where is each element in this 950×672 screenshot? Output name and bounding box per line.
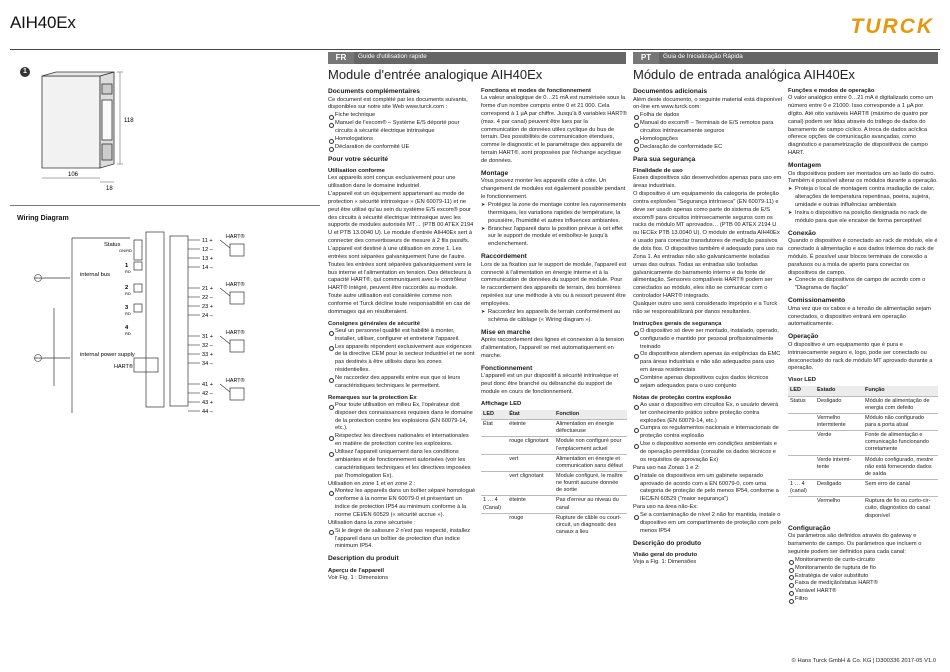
subsection-heading: Visão geral do produto: [633, 552, 698, 559]
field-device-box: [230, 340, 244, 352]
bullet-item: Si le degré de salissure 2 n'est pas respecté, installez l'appareil dans un boîtier de protection d'un indice minimum IP54.: [328, 528, 476, 552]
led-table-row: [481, 437, 627, 454]
figure-number: 1: [20, 67, 30, 77]
paragraph: O valor analógico entre 0…21 mA é digitalizado como um número entre 0 e 21000. Isso corresponde a 1 µA por dígito. Até oito variáveis HART® (máximo de quatro por canal) podem ser lidas através do tráfego de dados do barramento de campo cíclico. A troca de dados acíclica oferece opções de comunicação avançadas, como diagnóstico e parametrização de dispositivos de campo HART.: [788, 95, 934, 157]
section-heading: Descrição do produto: [633, 539, 702, 547]
section-heading: Pour votre sécurité: [328, 155, 389, 163]
bullet-item: Déclaration de conformité UE: [328, 144, 476, 152]
subsection-heading: Finalidade de uso: [633, 168, 683, 175]
led-table-cell: Module non configuré pour l'emplacement actuel: [554, 437, 627, 454]
led-table: [788, 386, 938, 520]
paragraph: Os parâmetros são definidos através do gateway e barramento de campo. Os parâmetros que incluem o seguinte podem ser definidos para cada canal:: [788, 533, 922, 555]
bullet-item: Se a contaminação de nível 2 não for mantida, instale o dispositivo em um compartimento de proteção com pelo menos IP54: [633, 512, 783, 536]
internal-power-label: internal power supply: [80, 352, 135, 358]
paragraph: Os dispositivos podem ser montados um ao lado do outro. Também é possível alterar os módulos durante a operação.: [788, 170, 938, 185]
section-heading: Montagem: [788, 162, 821, 170]
paragraph: Esses dispositivos são desenvolvidos apenas para uso em áreas industriais.: [633, 175, 782, 190]
subsection-heading: Fonctions et modes de fonctionnement: [481, 88, 591, 94]
led-table-cell: Vermelho intermitente: [815, 413, 863, 430]
led-table-header: LED: [788, 386, 815, 396]
paragraph: Veja a Fig. 1: Dimensões: [633, 559, 697, 566]
led-table-cell: Módulo não configurado para a porta atual: [863, 413, 938, 430]
terminal-label: 24 –: [202, 313, 213, 319]
bullet-item: Use o dispositivo somente em condições ambientais e de operação permitidas (consulte os dados técnicos e os requisitos de aprovação Ex): [633, 441, 783, 465]
section-heading: Operação: [788, 333, 819, 341]
module-dimension-drawing: [30, 70, 150, 195]
subsection-heading: Consignes générales de sécurité: [328, 320, 420, 327]
terminal-label: 14 –: [202, 265, 213, 271]
field-device-wire: [220, 336, 230, 344]
led-table-row: [481, 472, 627, 496]
channel-4-led: 4: [125, 325, 129, 331]
field-device-wire: [220, 288, 230, 296]
led-table-cell: rouge: [507, 513, 554, 537]
doc-title: AIH40Ex: [10, 13, 76, 32]
led-table-cell: 1 … 4 (canal): [788, 480, 815, 497]
bullet-item: Manuel de l'excom® – Système E/S déporté pour circuits à sécurité électrique intrinsèque: [328, 120, 476, 136]
led-table-cell: rouge clignotant: [507, 437, 554, 454]
bullet-item: Cumpra os regulamentos nacionais e internacionais de proteção contra explosão: [633, 425, 783, 441]
figure-divider: [10, 205, 320, 206]
bullet-item: Monitoramento de ruptura de fio: [788, 565, 938, 573]
led-table-row: [788, 413, 938, 430]
dim-width: 18: [106, 186, 113, 192]
section-heading: Montage: [481, 169, 509, 177]
bullet-item: Respectez les directives nationales et internationales en matière de protection contre les explosions.: [328, 433, 476, 449]
dim-depth: 106: [68, 172, 79, 178]
led-table-cell: État: [481, 420, 507, 437]
terminal-label: 11 +: [202, 238, 213, 244]
status-label: Status: [104, 242, 121, 248]
hart-field-device-label: HART®: [226, 234, 245, 240]
led-table-row: [481, 454, 627, 471]
paragraph: L'appareil est un équipement appartenant au mode de protection « sécurité intrinsèque » (EN 60079-11) et ne peut être utilisé qu'au sein du système E/S excom® pour des circuits à sécurité électrique intrinsèque avec les supports de modules autorisés MT… (PTB 00 ATEX 2194 U et PTB 13.0040 U). Le module d'entrée AIH40Ex sert à connecter des convertisseurs de mesure à 2 fils passifs. L'appareil est destiné à une utilisation en zone 1. Les entrées sont séparées galvaniquement l'une de l'autre. Toutes les entrées sont séparées galvaniquement vers le bus interne et l'alimentation en tension. Des détecteurs à capacité HART®, qui communiquent avec le contrôleur HART® intégré, peuvent être raccordés au module.: [328, 191, 474, 292]
channel-1-color: RD: [125, 269, 131, 274]
footer-copyright: © Hans Turck GmbH & Co. KG | D300336 2017-05 V1.0: [791, 658, 936, 664]
section-heading: Conexão: [788, 229, 816, 237]
led-table-cell: Verde intermitente: [815, 455, 863, 479]
terminal-label: 42 –: [202, 391, 213, 397]
led-table-cell: Módulo configurado, mestre não está fornecendo dados de saída: [863, 455, 938, 479]
led-table-row: [788, 431, 938, 455]
field-device-box: [230, 292, 244, 304]
paragraph: Ce document est complété par les documents suivants, disponibles sur notre site Web www.turck.com :: [328, 96, 468, 111]
channel-3-color: RD: [125, 311, 131, 316]
pt-column-2: [788, 84, 938, 604]
paragraph: Utilisation en zone 1 et en zone 2 :: [328, 480, 416, 487]
section-heading: Description du produit: [328, 555, 399, 563]
bullet-item: Homologations: [328, 136, 476, 144]
paragraph: Vous pouvez monter les appareils côte à côte. Un changement de modules est également possible pendant le fonctionnement.: [481, 178, 626, 201]
paragraph: Toute autre utilisation est considérée comme non conforme et Turck décline toute responsabilité en cas de dommages qui en résulteraient.: [328, 293, 471, 315]
bullet-item: O dispositivo só deve ser montado, instalado, operado, configurado e mantido por pessoal profissionalmente treinado: [633, 328, 783, 352]
led-table-cell: Sem erro de canal: [863, 480, 938, 497]
bullet-item: Montez les appareils dans un boîtier séparé homologué conforme à la norme EN 60079-0 et présentant un indice de protection IP54 au minimum conforme à la norme CEI/EN 60529 (« sécurité accrue »).: [328, 488, 476, 519]
led-table-cell: [481, 513, 507, 537]
bullet-item: Estratégia de valor substituto: [788, 573, 938, 581]
fr-subtitle: Guide d'utilisation rapide: [358, 53, 427, 60]
paragraph: Lors de sa fixation sur le support de module, l'appareil est connecté à l'alimentation en énergie interne et à la communication de données du support de module. Pour le raccordement des appareils de terrain, des bornières repérées sur une méthode à vis ou à ressort peuvent être employées.: [481, 261, 627, 308]
led-table-cell: Module configuré, le maître ne fournit aucune donnée de sortie: [554, 472, 627, 496]
terminal-label: 32 –: [202, 343, 213, 349]
channel-1-led: 1: [125, 263, 129, 269]
bullet-item: Declaração de conformidade EC: [633, 144, 783, 152]
fr-language-code: FR: [328, 52, 354, 64]
subsection-heading: Funções e modos de operação: [788, 88, 875, 94]
subsection-heading: Utilisation conforme: [328, 168, 385, 175]
led-table-cell: [788, 497, 815, 521]
led-table-row: [481, 513, 627, 537]
hart-field-device-label: HART®: [226, 378, 245, 384]
subsection-heading: Aperçu de l'appareil: [328, 567, 385, 574]
led-table-cell: [481, 454, 507, 471]
bullet-item: Os dispositivos atendem apenas às exigências da EMC para áreas industriais e não são adequados para uso em áreas residenciais: [633, 351, 783, 375]
paragraph: Les appareils sont conçus exclusivement pour une utilisation dans le domaine industriel.: [328, 175, 456, 190]
bullet-item: Utilisez l'appareil uniquement dans les conditions ambiantes et de fonctionnement autorisées (voir les caractéristiques techniques et les directives imposées par l'homologation Ex).: [328, 449, 476, 480]
instruction-step: ➤ Protégez la zone de montage contre les rayonnements thermiques, les variations rapides de température, la poussière, l'humidité et autres influences ambiantes.: [481, 202, 627, 226]
paragraph: Voir Fig. 1 : Dimensions: [328, 574, 389, 581]
subsection-heading: Affichage LED: [481, 400, 522, 407]
bullet-item: Homologações: [633, 136, 783, 144]
pt-subtitle: Guia de Inicialização Rápida: [663, 53, 743, 60]
field-device-box: [230, 388, 244, 400]
terminal-label: 44 –: [202, 409, 213, 415]
led-table-cell: Desligado: [815, 480, 863, 497]
led-table-cell: Ruptura de fio ou curto-circuito, diagnóstico do canal disponível: [863, 497, 938, 521]
paragraph: O dispositivo é um equipamento da categoria de proteção contra explosões "Segurança intrínseca" (EN 60079-11) e deve ser usado apenas como parte do sistema de E/S excom® para circuitos intrinsecamente seguros com os racks de módulo MT aprovados… (PTB 00 ATEX 2194 U ou IECEx PTB 13.0040 U). O módulo de entrada AIH40Ex é usado para conectar transdutores de medição passivos de dois fios. O dispositivo também é adequado para uso na Zona 1. As entradas não são galvanicamente isoladas umas das outras. Todas as entradas são isoladas galvanicamente do barramento interno e da fonte de alimentação. Sensores compatíveis HART® podem ser conectados ao módulo, eles irão se comunicar com o controlador HART® integrado.: [633, 191, 783, 300]
led-table-cell: Alimentation en énergie défectueuse: [554, 420, 627, 437]
led-table-cell: vert: [507, 454, 554, 471]
led-table-cell: Fonte de alimentação e comunicação funcionando corretamente: [863, 431, 938, 455]
led-table-cell: Módulo de alimentação de energia com defeito: [863, 396, 938, 413]
hart-controller-label: HART®: [114, 364, 133, 370]
channel-2-led: 2: [125, 285, 129, 291]
section-heading: Comissionamento: [788, 297, 846, 305]
terminal-label: 23 +: [202, 304, 214, 310]
bullet-item: Variável HART®: [788, 588, 938, 596]
dim-height: 118: [124, 118, 134, 124]
section-heading: Mise en marche: [481, 328, 531, 336]
section-heading: Para sua segurança: [633, 155, 696, 163]
led-table-cell: Vermelho: [815, 497, 863, 521]
led-table-cell: [788, 455, 815, 479]
led-table-cell: 1 … 4 (Canal): [481, 496, 507, 513]
led-table-cell: vert clignotant: [507, 472, 554, 496]
led-table-cell: [788, 413, 815, 430]
section-heading: Configuração: [788, 524, 831, 532]
paragraph: Après raccordement des lignes et connexion à la tension d'alimentation, l'appareil se met automatiquement en marche.: [481, 337, 624, 359]
terminal-label: 22 –: [202, 295, 213, 301]
led-table-row: [788, 396, 938, 413]
led-table-cell: Rupture de câble ou court-circuit, un diagnostic des canaux a lieu: [554, 513, 627, 537]
led-table-cell: éteinte: [507, 420, 554, 437]
led-table-header: Estado: [815, 386, 863, 396]
bullet-item: Fiche technique: [328, 112, 476, 120]
bullet-item: Manual do excom® – Terminais de E/S remotos para circuitos intrinsecamente seguros: [633, 120, 783, 136]
wiring-diagram-label: Wiring Diagram: [17, 215, 69, 222]
led-table-header: Função: [863, 386, 938, 396]
led-table-header: État: [507, 410, 554, 420]
pt-language-code: PT: [633, 52, 659, 64]
paragraph: Uma vez que os cabos e a tensão de alimentação sejam conectados, o dispositivo entrará em operação automaticamente.: [788, 305, 931, 328]
bullet-item: Pour toute utilisation en milieu Ex, l'opérateur doit disposer des connaissances requises dans le domaine de la protection contre les explosions (EN 60079-14, etc.).: [328, 402, 476, 433]
instruction-step: ➤ Branchez l'appareil dans la position prévue à cet effet sur le support de module et emboîtez-le jusqu'à enclenchement.: [481, 226, 627, 250]
fr-column-2: [481, 84, 627, 537]
terminal-label: 33 +: [202, 352, 214, 358]
bullet-item: Instale os dispositivos em um gabinete separado aprovado de acordo com a EN 60079-0, com uma categoria de proteção de pelo menos IP54, conforme a IEC/EN 60529 ("maior segurança"): [633, 473, 783, 504]
terminal-label: 13 +: [202, 256, 214, 262]
fr-title: Module d'entrée analogique AIH40Ex: [328, 67, 543, 82]
status-led-color: GN/RD: [119, 248, 132, 253]
section-heading: Documentos adicionais: [633, 88, 708, 95]
paragraph: Qualquer outro uso será considerado impróprio e a Turck não se responsabilizará por danos resultantes.: [633, 301, 778, 315]
hart-field-device-label: HART®: [226, 330, 245, 336]
bullet-item: Folha de dados: [633, 112, 783, 120]
field-device-wire: [220, 240, 230, 248]
paragraph: O dispositivo é um equipamento que é pura e intrinsecamente seguro e, logo, pode ser conectado ou desconectado do rack de módulo MT aprovado durante a operação.: [788, 341, 933, 372]
paragraph: Utilisation dans la zone sécurisée :: [328, 519, 416, 526]
terminal-label: 12 –: [202, 247, 213, 253]
led-table-cell: Desligado: [815, 396, 863, 413]
led-table-row: [481, 496, 627, 513]
led-table-row: [788, 480, 938, 497]
section-heading: Documents complémentaires: [328, 88, 420, 95]
instruction-step: ➤ Raccordez les appareils de terrain conformément au schéma de câblage (« Wiring diagram »).: [481, 309, 627, 325]
instruction-step: ➤ Proteja o local de montagem contra irradiação de calor, alterações de temperatura repentinas, poeira, sujeira, umidade e outras influências ambientais: [788, 186, 938, 210]
section-heading: Fonctionnement: [481, 364, 533, 372]
led-table-cell: Alimentation en énergie et communication sans défaut: [554, 454, 627, 471]
paragraph: Para uso nas Zonas 1 e 2:: [633, 464, 700, 471]
internal-bus-label: internal bus: [80, 272, 110, 278]
pt-column-1: [633, 84, 783, 567]
led-table-cell: [481, 472, 507, 496]
bullet-item: Faixa de medição/status HART®: [788, 580, 938, 588]
led-table-cell: [481, 437, 507, 454]
channel-4-color: RD: [125, 331, 131, 336]
paragraph: Quando o dispositivo é conectado ao rack de módulo, ele é conectado à alimentação e aos dados internos do rack de módulo. É possível usar blocos terminais de conexão a parafusos ou a mola de aperto para conectar os dispositivos de campo.: [788, 238, 938, 276]
led-table-row: [788, 497, 938, 521]
led-table-header: LED: [481, 410, 507, 420]
channel-3-led: 3: [125, 305, 129, 311]
paragraph: Além deste documento, o seguinte material está disponível on-line em www.turck.com:: [633, 96, 782, 111]
led-table-row: [788, 455, 938, 479]
field-device-wire: [220, 384, 230, 392]
hart-field-device-label: HART®: [226, 282, 245, 288]
instruction-step: ➤ Conecte os dispositivos de campo de acordo com o "Diagrama de fiação": [788, 277, 938, 293]
wiring-diagram: [30, 228, 320, 418]
subsection-heading: Instruções gerais de segurança: [633, 320, 722, 327]
led-table: [481, 410, 627, 537]
bullet-item: Ao usar o dispositivo em circuitos Ex, o usuário deverá ter conhecimento prático sobre proteção contra explosões (EN 60079-14, etc.): [633, 402, 783, 426]
fr-column-1: [328, 84, 476, 583]
subsection-heading: Notas de proteção contra explosão: [633, 394, 732, 401]
terminal-label: 41 +: [202, 382, 214, 388]
paragraph: L'appareil est un pur dispositif à sécurité intrinsèque et peut donc être branché ou débranché du support de module en cours de fonctionnement.: [481, 373, 619, 396]
bullet-item: Combine apenas dispositivos cujos dados técnicos sejam adequados para o uso conjunto: [633, 375, 783, 391]
led-table-cell: éteinte: [507, 496, 554, 513]
terminal-label: 43 +: [202, 400, 214, 406]
terminal-label: 21 +: [202, 286, 214, 292]
subsection-heading: Visor LED: [788, 377, 817, 384]
bullet-item: Monitoramento de curto-circuito: [788, 557, 938, 565]
terminal-label: 31 +: [202, 334, 214, 340]
instruction-step: ➤ Insira o dispositivo na posição designada no rack de módulo para que ele encaixe de forma perceptível: [788, 210, 938, 226]
led-table-cell: Pas d'erreur au niveau du canal: [554, 496, 627, 513]
bullet-item: Seul un personnel qualifié est habilité à monter, installer, utiliser, configurer et entretenir l'appareil.: [328, 328, 476, 344]
led-table-header: Fonction: [554, 410, 627, 420]
top-rule: [10, 49, 940, 50]
turck-logo: TURCK: [850, 15, 934, 38]
bullet-item: Les appareils répondent exclusivement aux exigences de la directive CEM pour le secteur industriel et ne sont pas destinés à être utilisés dans les zones résidentielles.: [328, 344, 476, 375]
led-table-row: [481, 420, 627, 437]
bullet-item: Filtro: [788, 596, 938, 604]
paragraph: La valeur analogique de 0…21 mA est numérisée sous la forme d'un nombre compris entre 0 et 21 000. Cela correspond à 1 µA par chiffre. Jusqu'à 8 variables HART® (max. 4 par canal) peuvent être lues par la communication de données utiles cyclique du bus de terrain. Des possibilités de communication étendues, comme le diagnostic et le paramétrage des appareils de terrain HART®, sont proposées par l'échange acyclique de données.: [481, 95, 627, 165]
section-heading: Raccordement: [481, 253, 527, 261]
field-device-box: [230, 244, 244, 256]
bullet-item: Ne raccordez des appareils entre eux que si leurs caractéristiques techniques le permettent.: [328, 375, 476, 391]
subsection-heading: Remarques sur la protection Ex: [328, 394, 417, 401]
pt-title: Módulo de entrada analógica AIH40Ex: [633, 67, 855, 82]
led-table-cell: Status: [788, 396, 815, 413]
paragraph: Para uso na área não-Ex:: [633, 504, 698, 511]
channel-2-color: RD: [125, 291, 131, 296]
led-table-cell: Verde: [815, 431, 863, 455]
terminal-label: 34 –: [202, 361, 213, 367]
led-table-cell: [788, 431, 815, 455]
